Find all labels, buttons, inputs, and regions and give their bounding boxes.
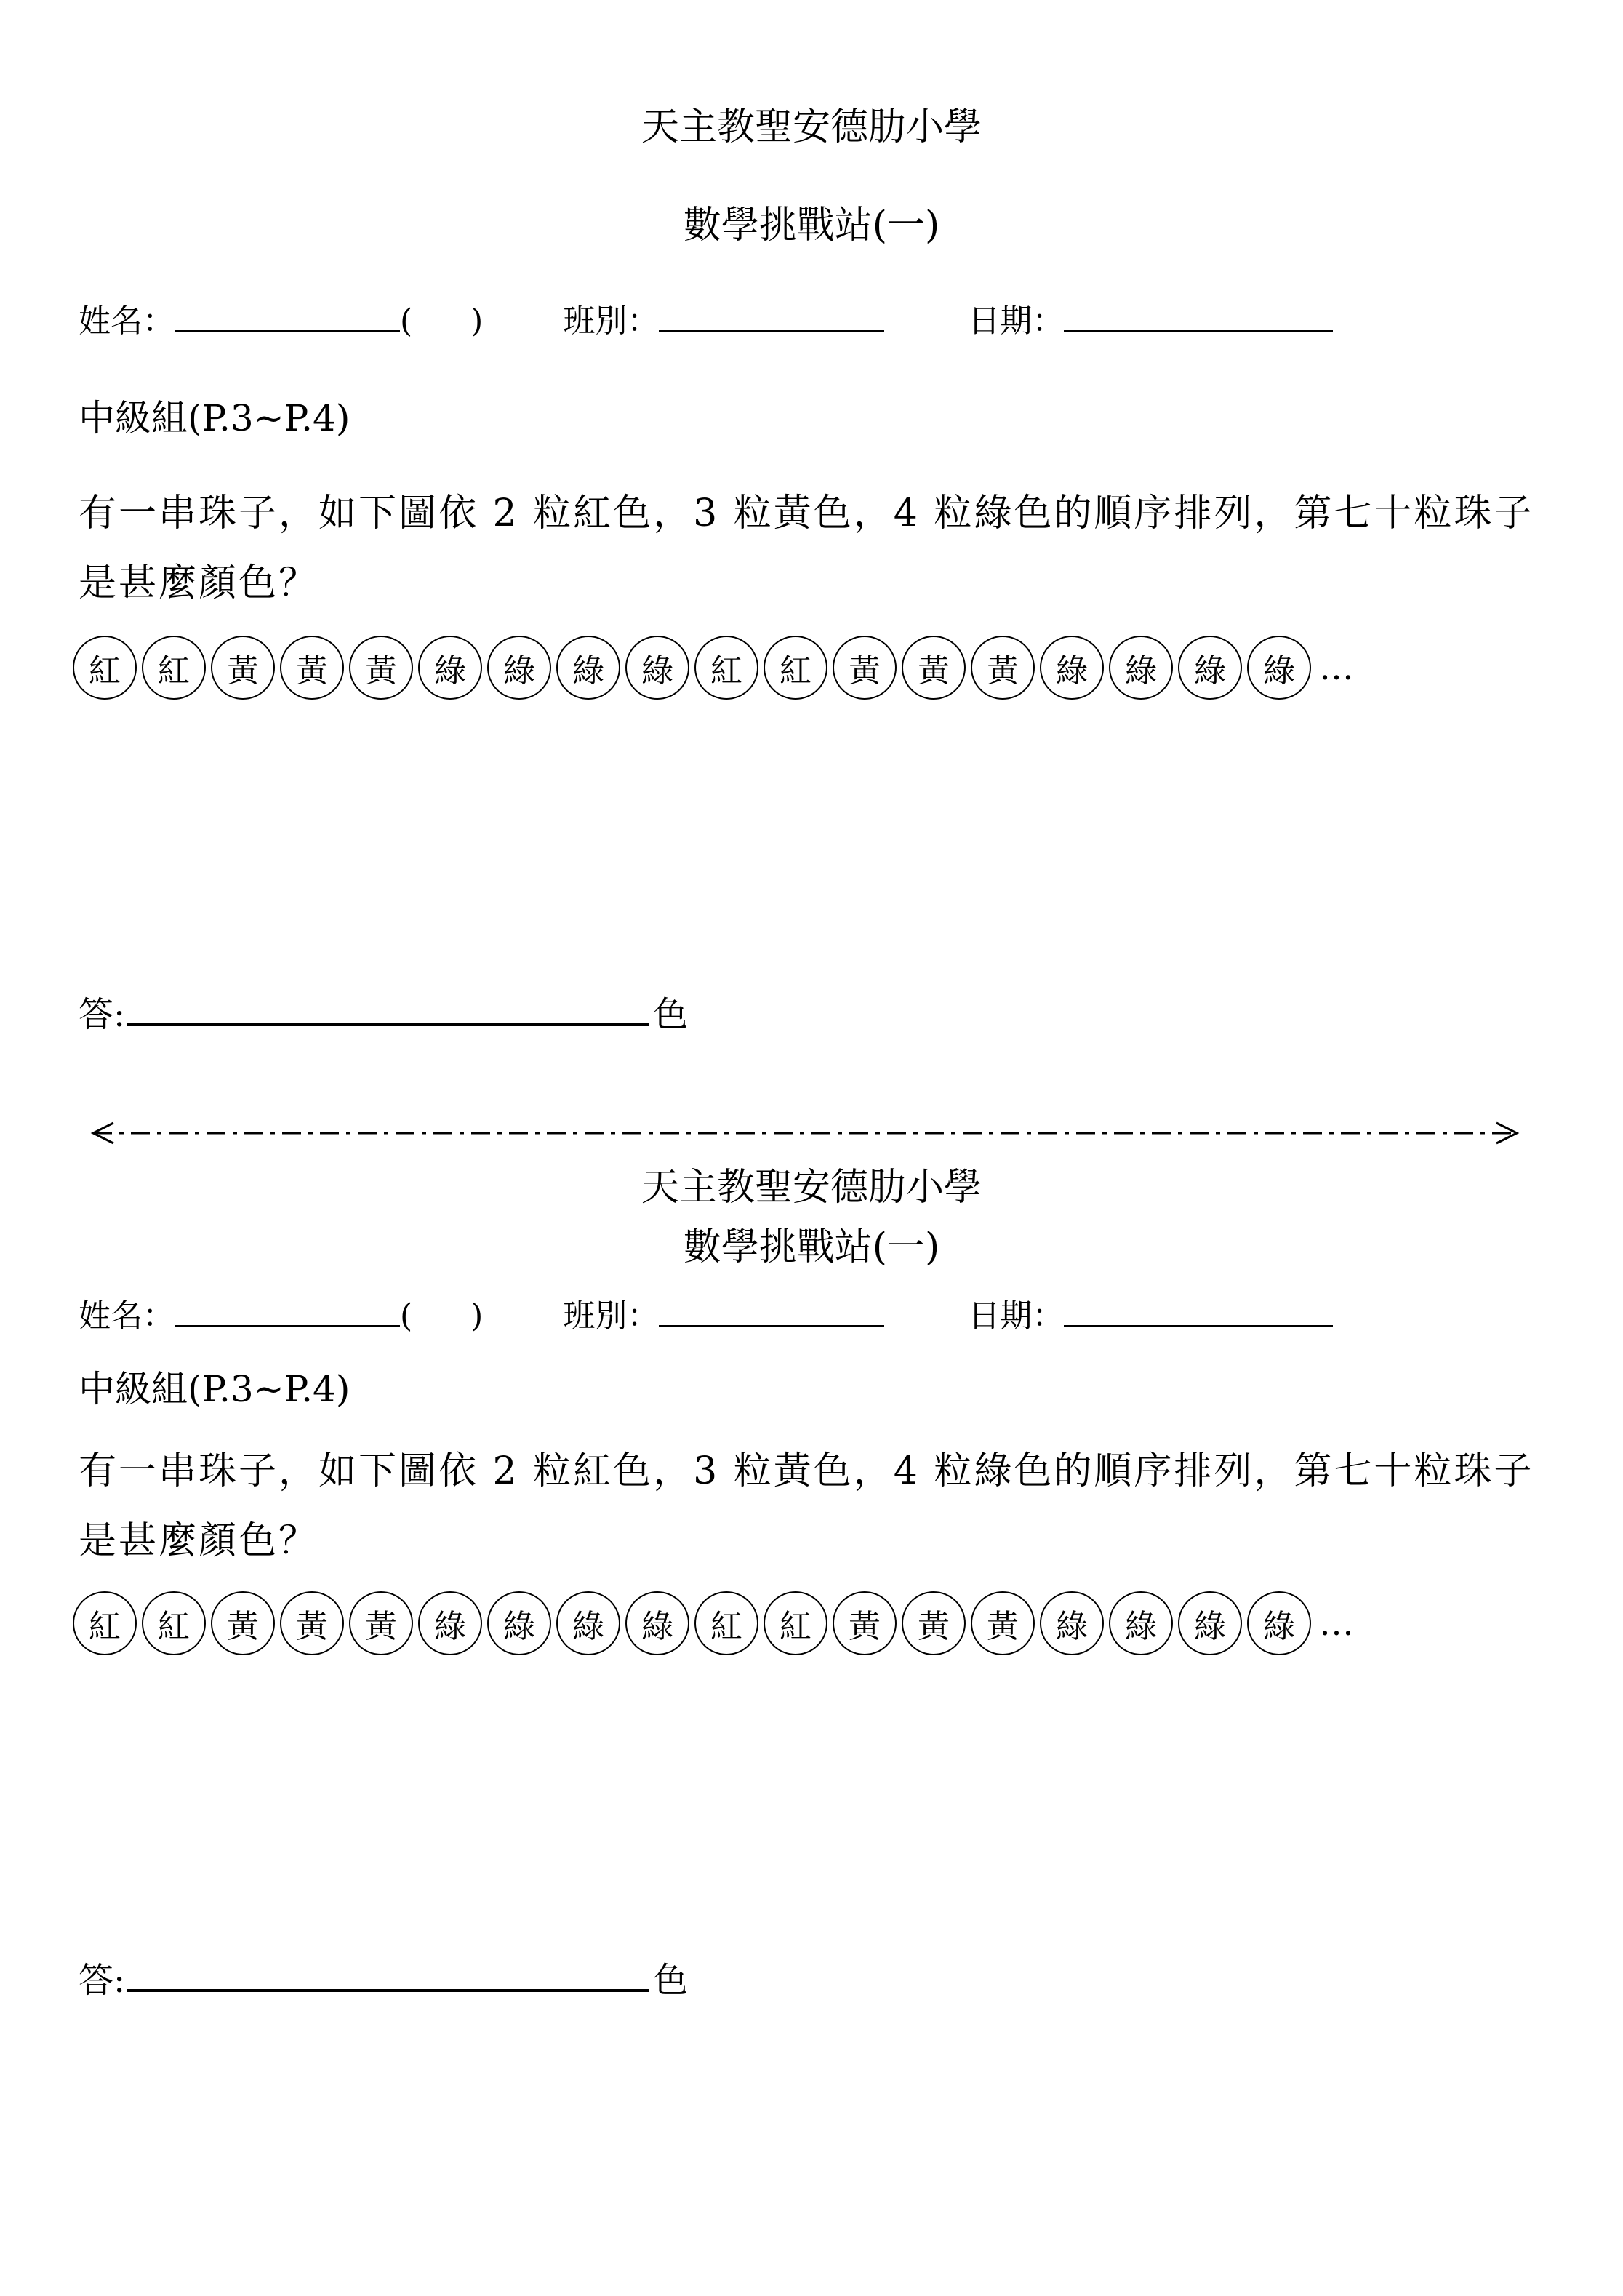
answer-row <box>79 989 688 1040</box>
name-blank[interactable] <box>175 1324 400 1327</box>
date-blank[interactable] <box>1064 329 1333 332</box>
bead: 黃 <box>211 1591 275 1655</box>
bead: 紅 <box>764 1591 827 1655</box>
info-row <box>79 300 1333 343</box>
name-label: 姓名： <box>79 1297 175 1335</box>
worksheet-title: 數學挑戰站(一) <box>683 1225 940 1269</box>
name-blank[interactable] <box>175 329 400 332</box>
bead: 綠 <box>556 1591 620 1655</box>
level-label: 中級組(P.3~P.4) <box>79 1368 350 1410</box>
bead: 黃 <box>833 1591 897 1655</box>
answer-label: 答: <box>79 994 126 1035</box>
bead: 綠 <box>487 1591 551 1655</box>
class-number-close: ) <box>470 303 484 340</box>
bead: 紅 <box>694 1591 758 1655</box>
bead: 黃 <box>833 636 897 700</box>
question-text: 有一串珠子，如下圖依 2 粒紅色，3 粒黃色，4 粒綠色的順序排列，第七十粒珠子是甚麼顏色？ <box>79 492 1534 605</box>
bead: 紅 <box>142 636 206 700</box>
bead: 黃 <box>211 636 275 700</box>
name-label: 姓名： <box>79 303 175 340</box>
date-label: 日期： <box>968 303 1065 340</box>
answer-suffix: 色 <box>653 1960 689 2001</box>
class-label: 班別： <box>563 1297 660 1335</box>
date-label: 日期： <box>968 1297 1065 1335</box>
bead-sequence <box>73 631 1354 704</box>
worksheet-title: 數學挑戰站(一) <box>683 204 940 247</box>
bead: 綠 <box>1040 636 1104 700</box>
bead: 紅 <box>694 636 758 700</box>
bead: 綠 <box>625 1591 689 1655</box>
bead: 綠 <box>1178 636 1242 700</box>
bead: 紅 <box>764 636 827 700</box>
bead: 黃 <box>971 636 1035 700</box>
bead: 黃 <box>349 1591 413 1655</box>
ellipsis: … <box>1319 1603 1354 1644</box>
bead: 綠 <box>418 1591 482 1655</box>
bead: 黃 <box>349 636 413 700</box>
bead: 綠 <box>418 636 482 700</box>
class-blank[interactable] <box>659 1324 884 1327</box>
question-text: 有一串珠子，如下圖依 2 粒紅色，3 粒黃色，4 粒綠色的順序排列，第七十粒珠子是甚麼顏色？ <box>79 1449 1534 1563</box>
bead: 紅 <box>73 636 137 700</box>
bead: 綠 <box>556 636 620 700</box>
level-label: 中級組(P.3~P.4) <box>79 397 350 439</box>
bead: 綠 <box>625 636 689 700</box>
answer-blank[interactable] <box>127 1023 649 1026</box>
bead-sequence <box>73 1587 1354 1660</box>
date-blank[interactable] <box>1064 1324 1333 1327</box>
bead: 綠 <box>1247 636 1311 700</box>
answer-label: 答: <box>79 1960 126 2001</box>
info-row <box>79 1295 1333 1338</box>
answer-row <box>79 1955 688 2006</box>
bead: 綠 <box>1178 1591 1242 1655</box>
class-number-open: ( <box>400 1297 413 1335</box>
answer-suffix: 色 <box>653 994 689 1035</box>
answer-blank[interactable] <box>127 1988 649 1992</box>
cut-line <box>89 1120 1521 1146</box>
bead: 紅 <box>73 1591 137 1655</box>
bead: 紅 <box>142 1591 206 1655</box>
bead: 綠 <box>1040 1591 1104 1655</box>
bead: 綠 <box>1247 1591 1311 1655</box>
bead: 黃 <box>902 636 966 700</box>
class-blank[interactable] <box>659 329 884 332</box>
school-name: 天主教聖安德肋小學 <box>641 1166 982 1209</box>
bead: 黃 <box>280 636 344 700</box>
school-name: 天主教聖安德肋小學 <box>641 105 982 149</box>
bead: 黃 <box>902 1591 966 1655</box>
bead: 綠 <box>1109 636 1173 700</box>
bead: 綠 <box>1109 1591 1173 1655</box>
class-number-close: ) <box>470 1297 484 1335</box>
bead: 黃 <box>280 1591 344 1655</box>
bead: 綠 <box>487 636 551 700</box>
bead: 黃 <box>971 1591 1035 1655</box>
class-label: 班別： <box>563 303 660 340</box>
ellipsis: … <box>1319 647 1354 688</box>
class-number-open: ( <box>400 303 413 340</box>
